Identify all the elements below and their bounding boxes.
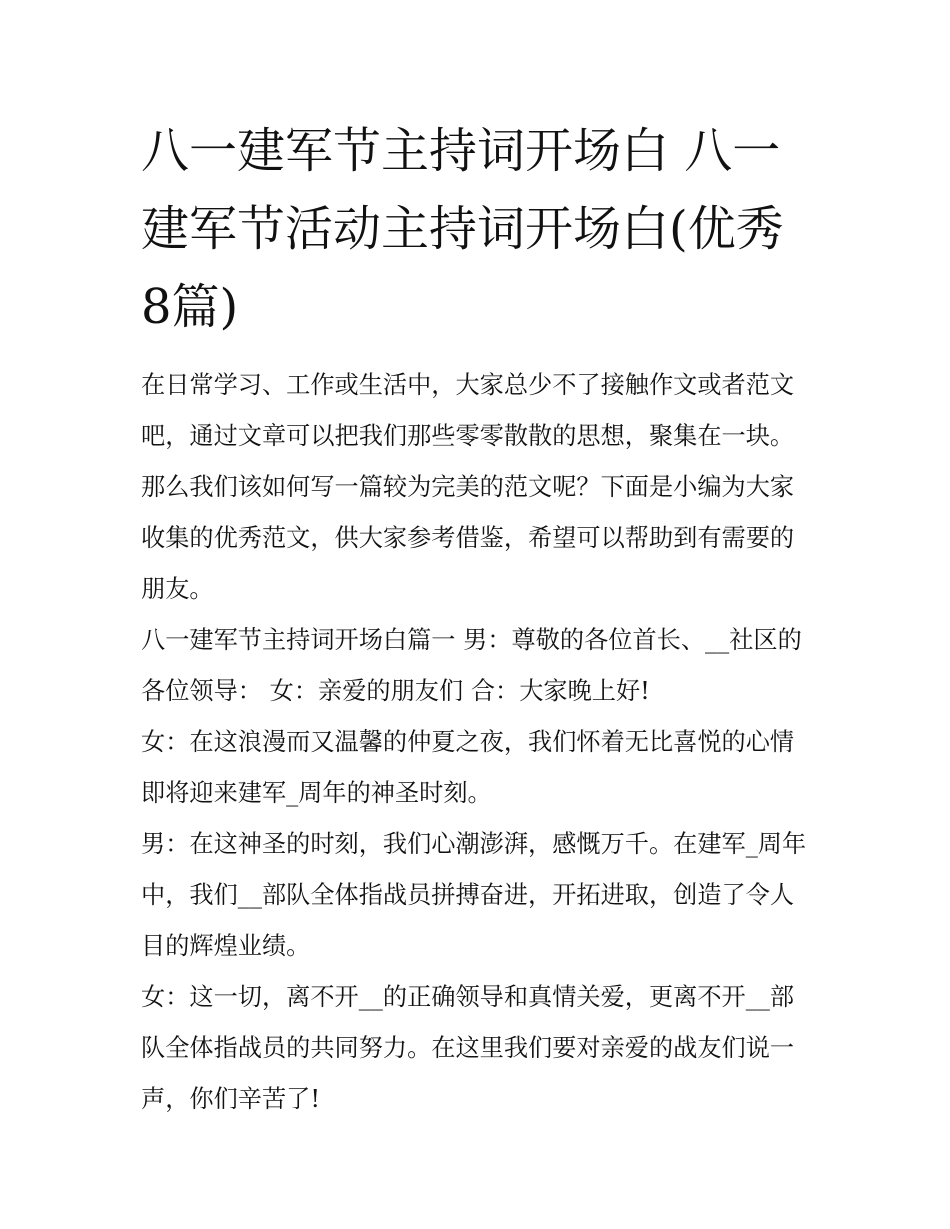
document-title: 八一建军节主持词开场白 八一建军节活动主持词开场白(优秀8篇) (141, 123, 784, 335)
paragraph-female-2: 女：这一切，离不开__的正确领导和真情关爱，更离不开__部队全体指战员的共同努力。在这里我们要对亲爱的战友们说一声，你们辛苦了! (141, 983, 795, 1113)
paragraph-greeting: 八一建军节主持词开场白篇一 男：尊敬的各位首长、__社区的各位领导： 女：亲爱的朋友们 合：大家晚上好! (141, 626, 802, 705)
paragraph-female-1: 女：在这浪漫而又温馨的仲夏之夜，我们怀着无比喜悦的心情即将迎来建军_周年的神圣时刻。 (141, 728, 795, 807)
paragraph-male-1: 男：在这神圣的时刻，我们心潮澎湃，感慨万千。在建军_周年中，我们__部队全体指战员拼搏奋进，开拓进取，创造了令人目的辉煌业绩。 (141, 830, 807, 960)
document-page (141, 112, 813, 1125)
paragraph-intro: 在日常学习、工作或生活中，大家总少不了接触作文或者范文吧，通过文章可以把我们那些零零散散的思想，聚集在一块。那么我们该如何写一篇较为完美的范文呢？下面是小编为大家收集的优秀范文，供大家参考借鉴，希望可以帮助到有需要的朋友。 (141, 371, 795, 603)
